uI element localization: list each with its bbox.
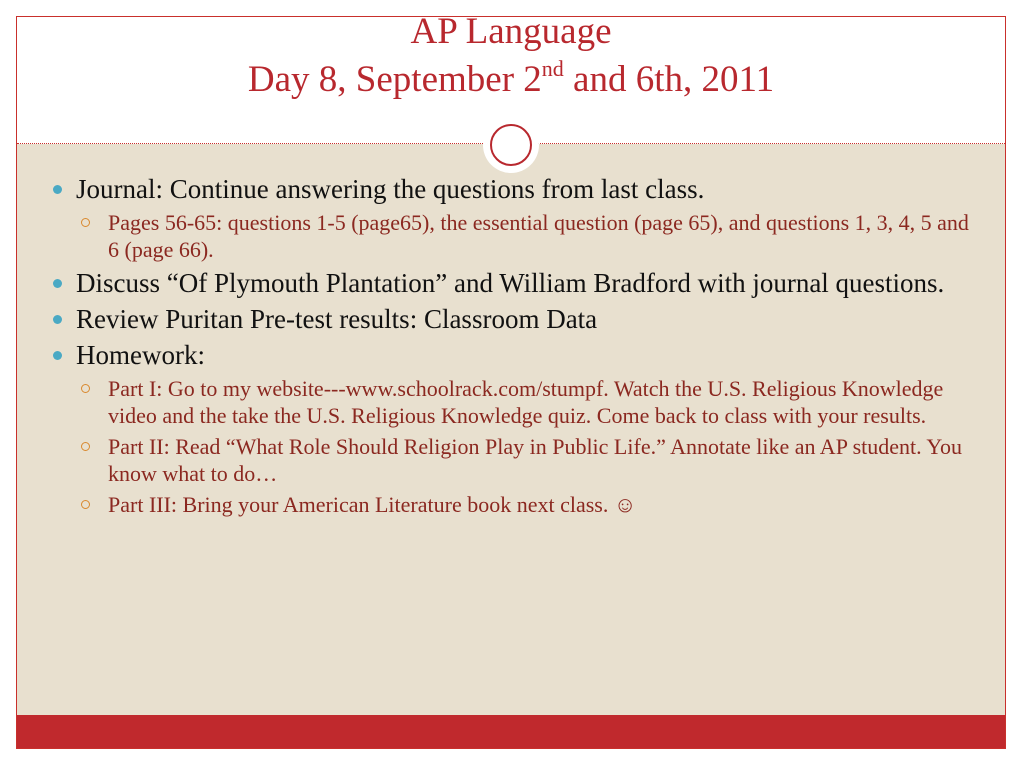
sub-bullet-text: Part I: Go to my website---www.schoolrack.com/stumpf. Watch the U.S. Religious Knowledge video and the take the U.S. Religious Knowledge quiz. Come back to class with your results. <box>108 376 944 428</box>
filled-circle-bullet-icon <box>53 279 62 288</box>
ornament-ring <box>490 124 532 166</box>
bullet-text: Journal: Continue answering the questions from last class. <box>76 174 705 204</box>
sub-list-item <box>76 433 983 487</box>
sub-list-item <box>76 209 983 263</box>
slide-frame <box>16 11 1006 749</box>
bullet-text: Discuss “Of Plymouth Plantation” and William Bradford with journal questions. <box>76 268 945 298</box>
bullet-text: Homework: <box>76 340 205 370</box>
list-item <box>53 267 983 299</box>
sub-list-item <box>76 375 983 429</box>
ring-bullet-icon <box>81 500 90 509</box>
list-item <box>53 173 983 263</box>
filled-circle-bullet-icon <box>53 185 62 194</box>
ring-bullet-icon <box>81 442 90 451</box>
double-ring-ornament-icon <box>483 117 539 173</box>
sub-bullet-text: Pages 56-65: questions 1-5 (page65), the essential question (page 65), and questions 1, 3, 4, 5 and 6 (page 66). <box>108 210 969 262</box>
subtitle-tail: and 6th, 2011 <box>563 59 775 100</box>
subtitle-main: Day 8, September 2 <box>247 59 542 100</box>
sub-list-item <box>76 491 983 518</box>
subtitle-superscript: nd <box>541 56 564 81</box>
filled-circle-bullet-icon <box>53 315 62 324</box>
sub-bullet-text: Part III: Bring your American Literature book next class. ☺ <box>108 492 637 517</box>
slide-title: AP Language <box>410 11 612 52</box>
ring-bullet-icon <box>81 218 90 227</box>
list-item <box>53 339 983 518</box>
sub-bullet-text: Part II: Read “What Role Should Religion Play in Public Life.” Annotate like an AP student. You know what to do… <box>108 434 963 486</box>
list-item <box>53 303 983 335</box>
slide-subtitle <box>17 56 1005 100</box>
sub-bullet-list <box>76 209 983 263</box>
filled-circle-bullet-icon <box>53 351 62 360</box>
ring-bullet-icon <box>81 384 90 393</box>
sub-bullet-list <box>76 375 983 518</box>
bullet-list <box>53 173 983 522</box>
bullet-text: Review Puritan Pre-test results: Classroom Data <box>76 304 598 334</box>
footer-bar <box>17 715 1005 748</box>
